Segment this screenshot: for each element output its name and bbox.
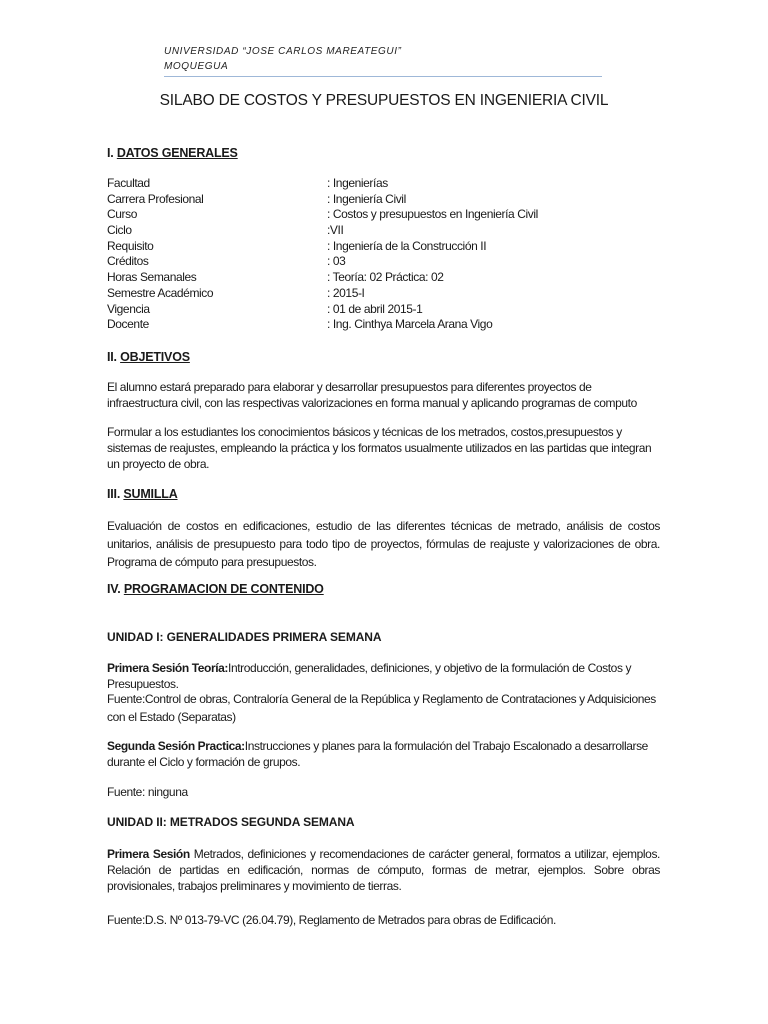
section-heading-datos-generales [107,146,238,160]
datos-value: : Ingeniería Civil [327,191,406,206]
datos-value: : Ing. Cinthya Marcela Arana Vigo [327,317,493,332]
unidad-1-session-1 [107,660,660,692]
section-label: DATOS GENERALES [116,146,238,160]
section-label: OBJETIVOS [120,350,190,364]
section-number: II. [107,350,117,364]
datos-value: : Teoría: 02 Práctica: 02 [327,270,444,285]
session-text: Introducción, generalidades, definiciones, y objetivo de la formulación de Costos y Presupuestos. [107,661,632,691]
datos-key: Ciclo [107,223,132,238]
section-heading-objetivos [107,350,190,364]
unidad-2-session-1 [107,846,660,894]
datos-key: Vigencia [107,301,150,316]
datos-value: : 2015-I [327,285,365,300]
datos-value: : 01 de abril 2015-1 [327,301,423,316]
objetivos-paragraph-2: Formular a los estudiantes los conocimientos básicos y técnicas de los metrados, costos,presupuestos y sistemas de reajustes, empleando la práctica y los formatos usualmente utilizados en las partidas que integran un proyecto de obra. [107,425,652,471]
datos-key: Docente [107,317,149,332]
header-university: UNIVERSIDAD “JOSE CARLOS MAREATEGUI” [164,46,402,57]
datos-key: Facultad [107,176,150,190]
section-number: I. [107,146,114,160]
section-heading-sumilla [107,487,178,501]
datos-value: :VII [327,223,344,238]
unidad-1-title: UNIDAD I: GENERALIDADES PRIMERA SEMANA [107,630,382,644]
page-header [164,44,402,74]
session-lead: Segunda Sesión Practica: [107,739,245,753]
session-text: Metrados, definiciones y recomendaciones de carácter general, formatos a utilizar, ejemplos. Relación de partidas en edificación, normas de cómputo, formas de metrar, ejemplos. Sobre obras provisionales, trabajos preliminares y movimiento de tierras. [107,847,660,893]
session-text: Instrucciones y planes para la formulación del Trabajo Escalonado a desarrollarse durante el Ciclo y formación de grupos. [107,739,648,769]
datos-key: Carrera Profesional [107,191,204,206]
unidad-1-session-2 [107,738,660,770]
section-number: III. [107,487,121,501]
datos-key: Curso [107,207,138,222]
document-title: SILABO DE COSTOS Y PRESUPUESTOS EN INGENIERIA CIVIL [159,92,609,109]
header-divider [164,76,602,77]
header-city: MOQUEGUA [164,61,229,72]
datos-key: Semestre Académico [107,285,214,300]
session-lead: Primera Sesión Teoría: [107,661,229,675]
section-label: SUMILLA [123,487,178,501]
datos-key: Créditos [107,254,149,269]
unidad-1-fuente-2: Fuente: ninguna [107,785,188,799]
unidad-2-fuente-1: Fuente:D.S. Nº 013-79-VC (26.04.79), Reglamento de Metrados para obras de Edificación. [107,913,556,927]
datos-value: : 03 [327,254,346,269]
section-heading-programacion [107,582,324,596]
datos-value: : Ingeniería de la Construcción II [327,238,487,253]
datos-value: : Costos y presupuestos en Ingeniería Civil [327,207,538,222]
datos-key: Requisito [107,238,154,253]
section-number: IV. [107,582,121,596]
datos-key: Horas Semanales [107,270,197,285]
sumilla-paragraph: Evaluación de costos en edificaciones, estudio de las diferentes técnicas de metrado, análisis de costos unitarios, análisis de presupuesto para todo tipo de proyectos, fórmulas de reajuste y valorizaciones de obra. Programa de cómputo para presupuestos. [107,519,660,569]
datos-value: : Ingenierías [327,176,388,190]
unidad-1-fuente-1: Fuente:Control de obras, Contraloría General de la República y Reglamento de Contrataciones y Adquisiciones con el Estado (Separatas) [107,692,656,724]
session-lead: Primera Sesión [107,847,190,861]
section-label: PROGRAMACION DE CONTENIDO [123,582,324,596]
objetivos-paragraph-1: El alumno estará preparado para elaborar y desarrollar presupuestos para diferentes proyectos de infraestructura civil, con las respectivas valorizaciones en forma manual y aplicando programas de computo [107,380,637,410]
unidad-2-title: UNIDAD II: METRADOS SEGUNDA SEMANA [107,815,355,829]
